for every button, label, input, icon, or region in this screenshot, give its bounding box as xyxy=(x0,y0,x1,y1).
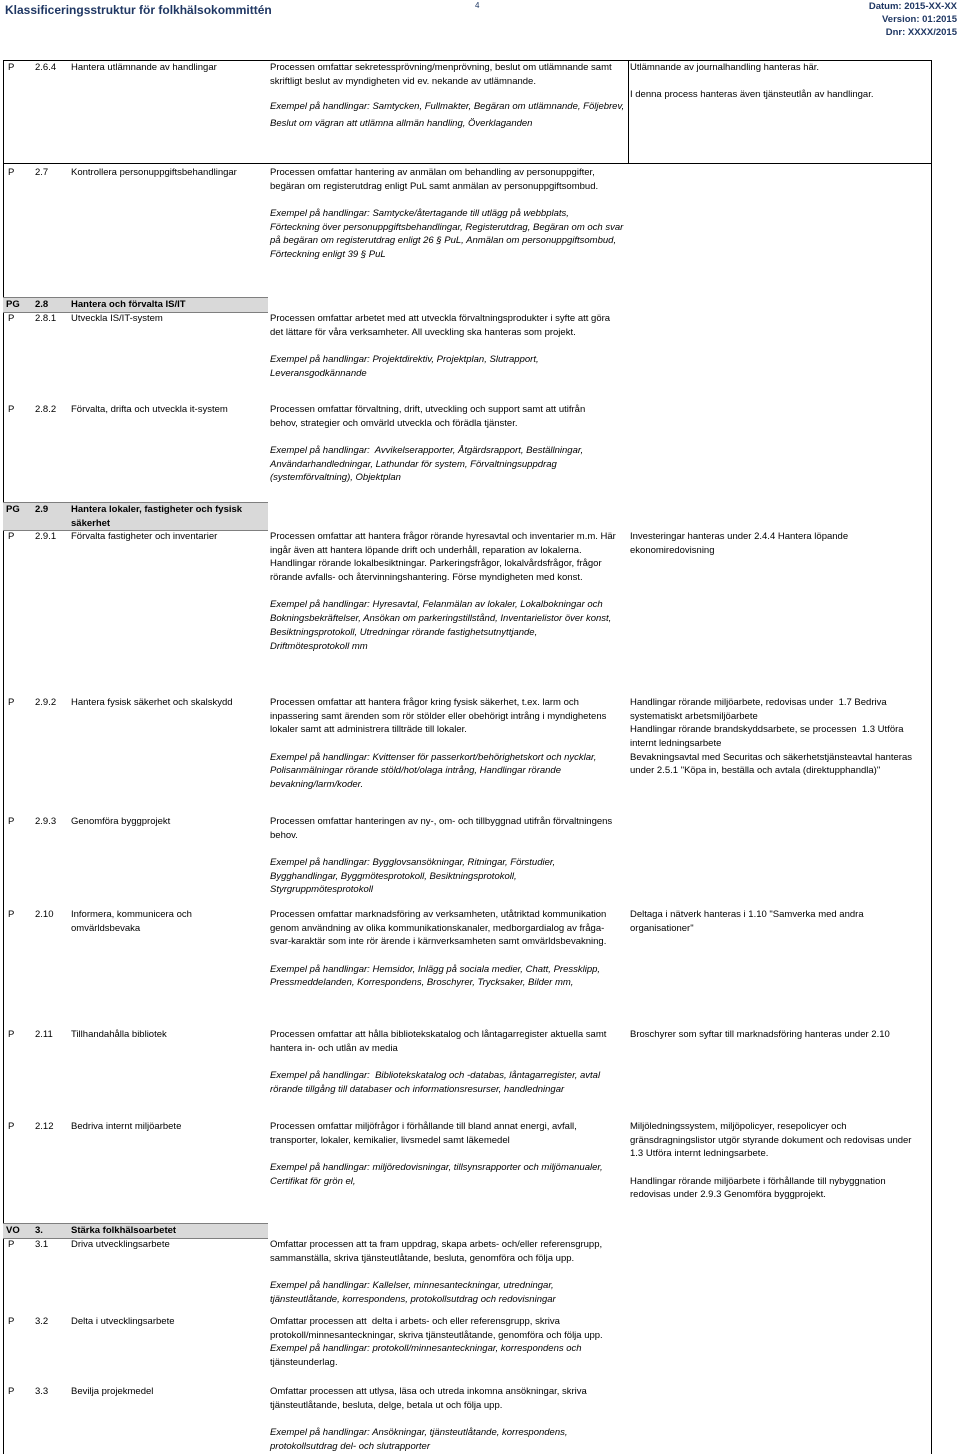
description-line: protokoll/minnesanteckningar, skriva tjänsteutlåtande, genomföra och följa upp. xyxy=(270,1329,603,1341)
note-line: 1.3 Utföra internt ledningsarbete. xyxy=(630,1148,769,1160)
process-title xyxy=(71,1315,267,1329)
note-line: ekonomiredovisning xyxy=(630,544,715,556)
example-line: Bokningsbekräftelser, Ansökan om parkeringstillstånd, Inventarielistor över konst, xyxy=(270,613,612,625)
process-group-title xyxy=(71,298,267,312)
process-row xyxy=(0,1120,960,1201)
page-number: 4 xyxy=(475,1,480,10)
process-title xyxy=(71,403,267,417)
process-title-line: Stärka folkhälsoarbetet xyxy=(71,1225,177,1236)
note-line: systematiskt arbetsmiljöarbete xyxy=(630,710,758,722)
process-title-line: Hantera fysisk säkerhet och skalskydd xyxy=(71,697,233,708)
row-type: P xyxy=(8,404,15,415)
process-code: 3.3 xyxy=(35,1386,49,1397)
description-line: Handlingar rörande lokalbesiktningar. Parkeringsfrågor, lokalvårdsfrågor, frågor xyxy=(270,558,602,570)
example-line: Leveransgodkännande xyxy=(270,367,367,379)
example-line: Exempel på handlingar: Bygglovsansökningar, Ritningar, Förstudier, xyxy=(270,857,556,869)
process-title-line: Förvalta fastigheter och inventarier xyxy=(71,531,218,542)
process-description xyxy=(270,1238,626,1306)
example-line: (systemförvaltning), Objektplan xyxy=(270,472,401,484)
example-line: Exempel på handlingar: Hyresavtal, Felanmälan av lokaler, Lokalbokningar och xyxy=(270,599,603,611)
process-description xyxy=(270,61,626,132)
row-type: P xyxy=(8,1316,15,1327)
example-line: Exempel på handlingar: miljöredovisningar, tillsynsrapporter och miljömanualer, xyxy=(270,1162,603,1174)
example-line: Bygghandlingar, Byggmötesprotokoll, Besiktningsprotokoll, xyxy=(270,870,517,882)
process-code: 2.9.2 xyxy=(35,697,57,708)
description-line: Processen omfattar förvaltning, drift, utveckling och support samt att utifrån xyxy=(270,404,586,415)
example-line: Driftmötesprotokoll mm xyxy=(270,640,368,652)
process-title-line: Hantera lokaler, fastigheter och fysisk xyxy=(71,504,243,515)
example-line: tjänsteunderlag. xyxy=(270,1357,338,1369)
process-title xyxy=(71,696,267,710)
process-row xyxy=(0,1238,960,1305)
description-line: hantera in- och utlån av media xyxy=(270,1042,398,1054)
process-title-line: säkerhet xyxy=(71,517,111,529)
column-divider xyxy=(628,60,629,163)
table-left-border xyxy=(3,60,4,1454)
description-line: Processen omfattar arbetet med att utveckla förvaltningsprodukter i syfte att göra xyxy=(270,313,611,324)
date-label: Datum: 2015-XX-XX xyxy=(868,1,957,12)
process-description xyxy=(270,1315,626,1370)
row-type: P xyxy=(8,62,15,73)
spacer xyxy=(270,842,626,856)
row-type: VO xyxy=(6,1225,20,1236)
example-line: Exempel på handlingar: Ansökningar, tjänsteutlåtande, korrespondens, xyxy=(270,1427,568,1439)
process-title-line: omvärldsbevaka xyxy=(71,922,141,934)
description-line: behov, strategier och omvärld utveckla och förädla tjänster. xyxy=(270,417,518,429)
process-title xyxy=(71,166,267,180)
example-line: Användarhandledningar, Lathundar för system, Förvaltningsuppdrag xyxy=(270,458,557,470)
example-line: Förteckning enligt 39 § PuL xyxy=(270,249,386,261)
process-group-row xyxy=(0,503,960,529)
note-line: I denna process hanteras även tjänsteutlån av handlingar. xyxy=(630,89,874,101)
description-line: Processen omfattar marknadsföring av verksamheten, utåtriktad kommunikation xyxy=(270,909,607,920)
row-type: PG xyxy=(6,504,20,515)
note-line: Utlämnande av journalhandling hanteras här. xyxy=(630,62,820,73)
row-type: P xyxy=(8,1121,15,1132)
example-line: Exempel på handlingar: Kallelser, minnesanteckningar, utredningar, xyxy=(270,1280,554,1292)
process-row xyxy=(0,530,960,652)
process-code: 2.12 xyxy=(35,1121,54,1132)
process-group-row xyxy=(0,1224,960,1236)
process-description xyxy=(270,1120,626,1188)
process-title-line: Informera, kommunicera och xyxy=(71,909,192,920)
note-line: Bevakningsavtal med Securitas och säkerhetstjänsteavtal hanteras xyxy=(630,751,912,763)
row-divider xyxy=(3,163,932,164)
row-type: P xyxy=(8,816,15,827)
example-line: Exempel på handlingar: Samtycken, Fullmakter, Begäran om utlämnande, Följebrev, xyxy=(270,100,625,112)
process-title-line: Kontrollera personuppgiftsbehandlingar xyxy=(71,167,237,178)
note-line: internt ledningsarbete xyxy=(630,738,722,750)
process-title-line: Hantera utlämnande av handlingar xyxy=(71,62,217,73)
example-line: Styrgruppmötesprotokoll xyxy=(270,884,373,896)
process-code: 3.2 xyxy=(35,1316,49,1327)
spacer xyxy=(270,949,626,963)
example-line: Exempel på handlingar: Samtycke/återtagande till utlägg på webbplats, xyxy=(270,208,569,220)
spacer xyxy=(270,737,626,751)
process-row xyxy=(0,815,960,896)
description-line: sammanställa, skriva tjänsteutlåtande, besluta, genomföra och följa upp. xyxy=(270,1252,575,1264)
process-description xyxy=(270,1028,626,1096)
example-line: Exempel på handlingar: Kvittenser för passerkort/behörighetskort och nycklar, xyxy=(270,751,597,763)
process-code: 3.1 xyxy=(35,1239,49,1250)
process-row xyxy=(0,908,960,989)
process-group-row xyxy=(0,298,960,310)
process-title xyxy=(71,1385,267,1399)
process-description xyxy=(270,530,626,653)
note-line: organisationer" xyxy=(630,922,694,934)
document-title: Klassificeringsstruktur för folkhälsokommittén xyxy=(5,3,272,17)
example-line: Besiktningsprotokoll, Utredningar rörande fastighetsutnyttjande, xyxy=(270,626,538,638)
process-code: 3. xyxy=(35,1225,43,1236)
process-description xyxy=(270,908,626,990)
row-type: P xyxy=(8,909,15,920)
description-line: lokaler samt att administrera tillträde till lokaler. xyxy=(270,724,467,736)
spacer xyxy=(270,339,626,353)
process-title-line: Förvalta, drifta och utveckla it-system xyxy=(71,404,228,415)
example-line: Polisanmälningar rörande stöld/hot/olaga intrång, Handlingar rörande xyxy=(270,765,561,777)
spacer xyxy=(270,193,626,207)
example-line: rörande tillgång till databaser och informationsresurser, handledningar xyxy=(270,1083,565,1095)
document-meta xyxy=(869,0,957,39)
process-title-line: Bevilja projekmedel xyxy=(71,1386,154,1397)
row-type: P xyxy=(8,697,15,708)
process-title-line: Utveckla IS/IT-system xyxy=(71,313,163,324)
process-row xyxy=(0,1385,960,1452)
process-row xyxy=(0,403,960,484)
description-line: Processen omfattar hantering av anmälan om behandling av personuppgifter, xyxy=(270,167,595,178)
process-notes xyxy=(630,1028,930,1042)
description-line: Processen omfattar hanteringen av ny-, om- och tillbyggnad utifrån förvaltningens xyxy=(270,816,613,827)
example-line: tjänsteutlåtande, korrespondens, protokollsutdrag och redovisningar xyxy=(270,1293,556,1305)
process-title-line: Tillhandahålla bibliotek xyxy=(71,1029,167,1040)
process-code: 2.10 xyxy=(35,909,54,920)
process-notes xyxy=(630,530,930,557)
example-line: Exempel på handlingar: protokoll/minnesanteckningar, korrespondens och xyxy=(270,1343,582,1355)
process-description xyxy=(270,1385,626,1453)
process-row xyxy=(0,312,960,379)
process-notes xyxy=(630,908,930,935)
process-description xyxy=(270,696,626,792)
process-description xyxy=(270,815,626,897)
process-description xyxy=(270,403,626,485)
version-label: Version: 01:2015 xyxy=(882,14,957,25)
row-type: P xyxy=(8,1386,15,1397)
table-right-border xyxy=(931,60,932,1454)
description-line: Processen omfattar att hantera frågor kring fysisk säkerhet, t.ex. larm och xyxy=(270,697,579,708)
description-line: Processen omfattar att hålla bibliotekskatalog och låntagarregister aktuella samt xyxy=(270,1029,607,1040)
process-notes xyxy=(630,1120,930,1202)
note-line: Deltaga i nätverk hanteras i 1.10 "Samverka med andra xyxy=(630,909,864,920)
description-line: Processen omfattar miljöfrågor i förhållande till bland annat energi, avfall, xyxy=(270,1121,577,1132)
process-title-line: Driva utvecklingsarbete xyxy=(71,1239,170,1250)
description-line: Omfattar processen att ta fram uppdrag, skapa arbets- och/eller referensgrupp, xyxy=(270,1239,603,1250)
description-line: transporter, lokaler, kemikalier, livsmedel samt läkemedel xyxy=(270,1134,510,1146)
process-title xyxy=(71,1238,267,1252)
process-group-title xyxy=(71,503,267,530)
description-line: svar-karaktär som inte rör ärende i kärnverksamheten samt omvärldsbevakning. xyxy=(270,936,607,948)
process-code: 2.8 xyxy=(35,299,49,310)
description-line: Omfattar processen att delta i arbets- och eller referensgrupp, skriva xyxy=(270,1316,560,1327)
example-line: Exempel på handlingar: Avvikelserapporter, Åtgärdsrapport, Beställningar, xyxy=(270,445,584,457)
process-code: 2.8.1 xyxy=(35,313,57,324)
note-line: redovisas under 2.9.3 Genomföra byggprojekt. xyxy=(630,1189,826,1201)
description-line: skriftligt beslut av myndigheten vid ev. nekande av utlämnande. xyxy=(270,75,536,87)
process-code: 2.6.4 xyxy=(35,62,57,73)
process-title xyxy=(71,312,267,326)
example-line: Exempel på handlingar: Hemsidor, Inlägg på sociala medier, Chatt, Pressklipp, xyxy=(270,963,601,975)
process-row xyxy=(0,1028,960,1095)
description-line: det lättare för våra verksamheter. All uveckling ska hanteras som projekt. xyxy=(270,326,576,338)
note-line: Handlingar rörande miljöarbete i förhållande till nybyggnation xyxy=(630,1175,886,1187)
process-notes xyxy=(630,696,930,778)
dnr-label: Dnr: XXXX/2015 xyxy=(885,27,957,38)
process-row xyxy=(0,696,960,791)
spacer xyxy=(270,1265,626,1279)
process-title xyxy=(71,815,267,829)
process-title xyxy=(71,1120,267,1134)
process-title xyxy=(71,908,267,935)
example-line: Exempel på handlingar: Projektdirektiv, Projektplan, Slutrapport, xyxy=(270,354,539,366)
row-type: PG xyxy=(6,299,20,310)
spacer xyxy=(270,88,626,98)
description-line: tjänsteutlåtande, besluta, delge, betala ut och följa upp. xyxy=(270,1399,503,1411)
example-line: protokollsutdrag del- och slutrapporter xyxy=(270,1440,431,1452)
description-line: rörande avfalls- och återvinningshantering. Förse myndigheten med konst. xyxy=(270,572,583,584)
spacer xyxy=(630,1161,930,1175)
process-title xyxy=(71,1028,267,1042)
process-code: 2.9 xyxy=(35,504,49,515)
note-line: Investeringar hanteras under 2.4.4 Hantera löpande xyxy=(630,531,849,542)
note-line: Handlingar rörande miljöarbete, redovisas under 1.7 Bedriva xyxy=(630,697,887,708)
row-type: P xyxy=(8,167,15,178)
note-line: gränsdragningslistor utgör styrande dokument och redovisas under xyxy=(630,1134,912,1146)
description-line: Omfattar processen att utlysa, läsa och utreda inkomna ansökningar, skriva xyxy=(270,1386,587,1397)
spacer xyxy=(270,1147,626,1161)
example-line: bevakning/larm/koder. xyxy=(270,779,364,791)
spacer xyxy=(270,585,626,599)
spacer xyxy=(630,75,930,89)
row-type: P xyxy=(8,313,15,324)
process-title-line: Genomföra byggprojekt xyxy=(71,816,171,827)
spacer xyxy=(270,430,626,444)
description-line: genom användning av olika kommunikationskanaler, medborgardialog av fråga- xyxy=(270,922,605,934)
note-line: Broschyrer som syftar till marknadsföring hanteras under 2.10 xyxy=(630,1029,890,1040)
process-code: 2.8.2 xyxy=(35,404,57,415)
example-line: Beslut om vägran att utlämna allmän handling, Överklaganden xyxy=(270,117,533,129)
process-description xyxy=(270,166,626,262)
row-type: P xyxy=(8,1239,15,1250)
process-row xyxy=(0,61,960,129)
note-line: under 2.5.1 "Köpa in, beställa och avtala (direktupphandla)" xyxy=(630,765,881,777)
process-title-line: Bedriva internt miljöarbete xyxy=(71,1121,182,1132)
note-line: Miljöledningssystem, miljöpolicyer, resepolicyer och xyxy=(630,1121,847,1132)
description-line: begäran om registerutdrag enligt PuL samt anmälan av personuppgiftsombud. xyxy=(270,180,599,192)
process-row xyxy=(0,1315,960,1369)
process-code: 2.9.1 xyxy=(35,531,57,542)
description-line: ingår även att hantera löpande drift och underhåll, reparation av lokalerna. xyxy=(270,544,582,556)
process-notes xyxy=(630,61,930,102)
process-title xyxy=(71,61,267,75)
example-line: Förteckning över personuppgiftsbehandlingar, Registerutdrag, Begäran om och svar xyxy=(270,221,624,233)
note-line: Handlingar rörande brandskyddsarbete, se processen 1.3 Utföra xyxy=(630,724,904,736)
process-code: 2.9.3 xyxy=(35,816,57,827)
example-line: på begäran om registerutdrag enligt 26 § PuL, Anmälan om personuppgiftsombud, xyxy=(270,235,617,247)
process-code: 2.7 xyxy=(35,167,49,178)
process-description xyxy=(270,312,626,380)
row-type: P xyxy=(8,1029,15,1040)
process-group-title xyxy=(71,1224,267,1238)
example-line: Pressmeddelanden, Korrespondens, Broschyrer, Trycksaker, Bilder mm, xyxy=(270,977,574,989)
process-code: 2.11 xyxy=(35,1029,53,1040)
spacer xyxy=(270,1055,626,1069)
example-line: Exempel på handlingar: Bibliotekskatalog och -databas, låntagarregister, avtal xyxy=(270,1070,601,1082)
row-type: P xyxy=(8,531,15,542)
example-line: Certifikat för grön el, xyxy=(270,1175,356,1187)
process-title-line: Hantera och förvalta IS/IT xyxy=(71,299,186,310)
description-line: Processen omfattar att hantera frågor rörande hyresavtal och inventarier m.m. Här xyxy=(270,531,616,542)
process-title xyxy=(71,530,267,544)
description-line: Processen omfattar sekretessprövning/menprövning, beslut om utlämnande samt xyxy=(270,62,612,73)
process-row xyxy=(0,166,960,261)
description-line: inpassering samt ärenden som rör stölder eller obehörigt intrång i myndighetens xyxy=(270,710,607,722)
process-title-line: Delta i utvecklingsarbete xyxy=(71,1316,175,1327)
description-line: behov. xyxy=(270,829,298,841)
spacer xyxy=(270,1412,626,1426)
